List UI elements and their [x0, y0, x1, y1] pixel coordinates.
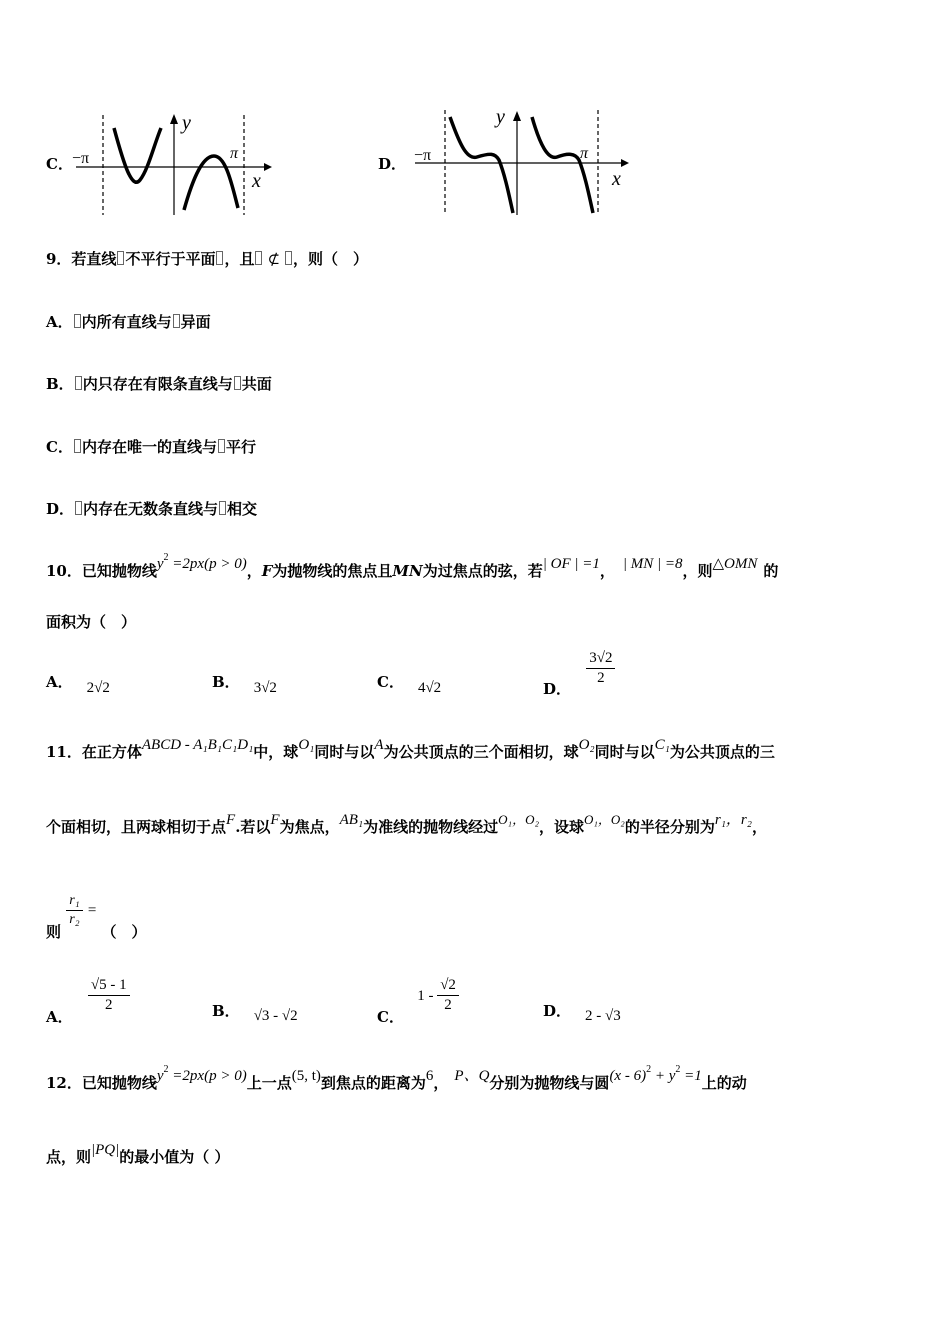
q10-option-a[interactable]: A． 2√2	[46, 673, 110, 696]
graph-c-curve-left	[114, 128, 161, 182]
q9-option-a[interactable]: A． 内所有直线与 异面	[46, 313, 211, 331]
q10-stem-line2: 面积为（ ）	[46, 613, 137, 631]
q9-option-b[interactable]: B． 内只存在有限条直线与 共面	[46, 375, 272, 393]
q12-stem: 12．已知抛物线$y^2 =2px(p > 0)$上一点(5, t)到焦点的距离为6， P、Q分别为抛物线与圆$(x - 6)^2 + y^2 =1$上的动	[46, 1064, 747, 1092]
q10-option-c[interactable]: C． 4√2	[377, 673, 442, 696]
graph-c	[66, 110, 276, 220]
missing-glyph-icon	[117, 251, 124, 265]
graph-c-x-label: x	[252, 170, 261, 192]
q9-stem: 9．若直线 不平行于平面 ，且 ⊄ ，则（ ）	[46, 250, 369, 268]
q11-stem: 11．在正方体ABCD - A₁B₁C₁D₁中，球O₁同时与以A为公共顶点的三个面相切，球O₂同时与以C₁为公共顶点的三	[46, 737, 775, 761]
missing-glyph-icon	[173, 314, 180, 328]
q10-stem: 10．已知抛物线$y^2 =2px(p > 0)$，F为抛物线的焦点且MN为过焦点的弦，若| OF | =1， | MN | =8，则△OMN 的	[46, 552, 779, 580]
q11-option-a[interactable]: A． $\frac{√5 - 1}{2}$	[46, 977, 130, 1014]
q9-option-d[interactable]: D． 内存在无数条直线与 相交	[46, 500, 258, 518]
q11-option-b[interactable]: B． √3 - √2	[212, 1002, 298, 1024]
missing-glyph-icon	[75, 501, 82, 515]
graph-c-curve-right	[184, 156, 238, 210]
graph-d-y-label: y	[496, 106, 505, 128]
missing-glyph-icon	[255, 251, 262, 265]
q10-option-b[interactable]: B． 3√2	[212, 673, 277, 696]
graph-d-pi: π	[580, 145, 589, 162]
missing-glyph-icon	[216, 251, 223, 265]
missing-glyph-icon	[75, 376, 82, 390]
q11-option-d[interactable]: D． 2 - √3	[543, 1002, 621, 1024]
missing-glyph-icon	[218, 439, 225, 453]
graph-d-label: D．	[378, 155, 407, 173]
graph-d-curve-left	[450, 117, 513, 213]
q11-stem-line2: 个面相切，且两球相切于点F.若以F为焦点，AB₁为准线的抛物线经过O₁，O₂，设球O₁，O₂的半径分别为r₁，r₂，	[46, 812, 767, 836]
q11-stem-line3: 则 $\frac{\text{r₁}}{\text{r₂}}$ = （ ）	[46, 893, 147, 941]
graph-d	[405, 105, 635, 220]
q9-option-c[interactable]: C． 内存在唯一的直线与 平行	[46, 438, 256, 456]
q11-option-c[interactable]: C． 1 - $\frac{√2}{2}$	[377, 977, 459, 1014]
graph-d-x-label: x	[612, 168, 621, 190]
missing-glyph-icon	[285, 251, 292, 265]
missing-glyph-icon	[74, 439, 81, 453]
q10-option-d[interactable]: D． $\frac{3√2}{2}$	[543, 650, 615, 687]
graph-c-label: C．	[46, 155, 73, 173]
missing-glyph-icon	[234, 376, 241, 390]
missing-glyph-icon	[219, 501, 226, 515]
graph-d-curve-right	[532, 117, 593, 213]
graph-c-y-label: y	[182, 112, 191, 134]
graph-c-pi: π	[230, 145, 239, 162]
graph-d-neg-pi: −π	[414, 147, 432, 164]
graph-c-neg-pi: −π	[72, 150, 90, 167]
q12-stem-line2: 点，则|PQ|的最小值为（ ）	[46, 1142, 230, 1166]
missing-glyph-icon	[74, 314, 81, 328]
